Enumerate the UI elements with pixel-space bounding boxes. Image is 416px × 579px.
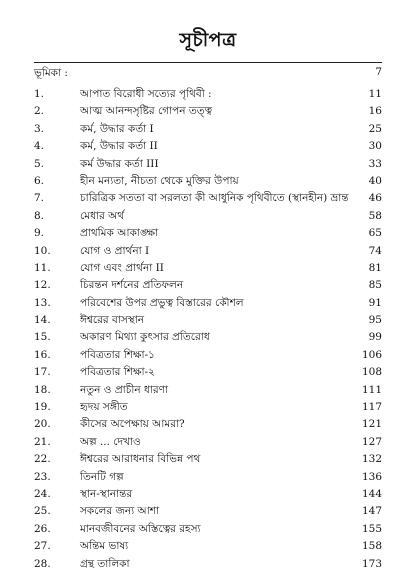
entry-page-number: 33 (368, 157, 382, 170)
toc-entry (34, 416, 382, 433)
entry-title: পবিত্রতার শিক্ষা-১ (80, 348, 155, 361)
entry-title: পরিবেশের উপর প্রভুত্ব বিস্তারের কৌশল (80, 296, 244, 309)
toc-entry (34, 347, 382, 364)
entry-title: কীসের অপেক্ষায় আমরা? (80, 418, 185, 431)
entry-page-number: 81 (368, 261, 382, 274)
entry-page-number: 25 (368, 122, 382, 135)
toc-entry (34, 486, 382, 503)
entry-number: 6. (34, 174, 45, 187)
toc-entry (34, 382, 382, 399)
entry-page-number: 132 (361, 453, 382, 466)
entry-number: 27. (34, 540, 51, 553)
entry-number: 28. (34, 557, 51, 570)
entry-page-number: 144 (361, 487, 382, 500)
entry-title: অল্প ... দেখাও (80, 435, 141, 448)
toc-entry (34, 243, 382, 260)
entry-page-number: 111 (361, 383, 382, 396)
toc-entry (34, 451, 382, 468)
entry-page-number: 85 (368, 279, 382, 292)
entry-page-number: 147 (361, 505, 382, 518)
entry-number: 24. (34, 487, 51, 500)
entry-page-number: 58 (368, 209, 382, 222)
toc-entry (34, 538, 382, 555)
entry-title: চারিত্রিক সততা বা সরলতা কী আধুনিক পৃথিবীতে (স্থানহীন) ভ্রান্ত (80, 192, 349, 205)
entry-number: 19. (34, 401, 51, 414)
entry-title: ঈশ্বরের আরাধনার বিভিন্ন পথ (80, 453, 201, 466)
entry-number: 12. (34, 279, 51, 292)
entry-page-number: 65 (368, 227, 382, 240)
toc-entry (34, 190, 382, 207)
entry-page-number: 108 (361, 366, 382, 379)
entry-page-number: 11 (368, 88, 382, 100)
toc-entry (34, 121, 382, 138)
intro-page: 7 (375, 66, 382, 78)
table-of-contents (34, 62, 382, 573)
toc-entry (34, 312, 382, 329)
entry-page-number: 158 (361, 540, 382, 553)
toc-entry (34, 434, 382, 451)
toc-entry (34, 86, 382, 103)
entry-number: 2. (34, 105, 45, 118)
entry-number: 15. (34, 331, 51, 344)
entry-title: নতুন ও প্রাচীন ধারণা (80, 383, 169, 396)
entry-page-number: 99 (368, 331, 382, 344)
entry-title: হৃদয় সঙ্গীত (80, 401, 128, 414)
entry-title: পবিত্রতার শিক্ষা-২ (80, 366, 155, 379)
entry-title: অন্তিম ভাষ্য (80, 540, 129, 553)
entry-number: 16. (34, 348, 51, 361)
entry-title: হীন মন্যতা, নীচতা থেকে মুক্তির উপায় (80, 174, 239, 187)
entry-page-number: 155 (361, 522, 382, 535)
intro-label: ভূমিকা : (34, 67, 68, 79)
entry-number: 4. (34, 140, 45, 153)
entry-number: 8. (34, 209, 45, 222)
entry-page-number: 106 (361, 348, 382, 361)
entry-page-number: 117 (361, 401, 382, 414)
entry-title: ঈশ্বরের বাসস্থান (80, 314, 145, 327)
entry-number: 3. (34, 122, 45, 135)
entry-title: সকলের জন্য আশা (80, 505, 159, 518)
entry-number: 22. (34, 453, 51, 466)
toc-entry (34, 364, 382, 381)
entry-title: আত্ম আনন্দসৃষ্টির গোপন তত্ত্ব (80, 105, 213, 118)
divider (34, 62, 382, 63)
entry-title: প্রাথমিক আকাঙ্ক্ষা (80, 227, 159, 240)
entry-title: চিরন্তন দর্শনের প্রতিফলন (80, 279, 184, 292)
toc-entry (34, 399, 382, 416)
entry-title: যোগ এবং প্রার্থনা II (80, 261, 164, 274)
entry-number: 14. (34, 314, 51, 327)
entry-number: 13. (34, 296, 51, 309)
entry-page-number: 40 (368, 174, 382, 187)
page-title: সূচীপত্র (179, 29, 237, 51)
entry-page-number: 91 (368, 296, 382, 309)
entry-number: 20. (34, 418, 51, 431)
toc-entry (34, 277, 382, 294)
toc-entry (34, 138, 382, 155)
toc-entry (34, 260, 382, 277)
entry-number: 9. (34, 227, 45, 240)
entry-title: গ্রন্থ তালিকা (80, 557, 130, 570)
entry-number: 25. (34, 505, 51, 518)
entry-title: অকারণ মিথ্যা কুৎসার প্রতিরোধ (80, 331, 210, 344)
toc-entry (34, 103, 382, 120)
entry-number: 23. (34, 470, 51, 483)
entry-page-number: 74 (368, 244, 382, 257)
entry-title: তিনটি গল্প (80, 470, 124, 483)
toc-entry (34, 469, 382, 486)
toc-entry (34, 329, 382, 346)
entry-number: 5. (34, 157, 45, 170)
entry-number: 26. (34, 522, 51, 535)
entry-title: মেধার অর্থ (80, 209, 125, 222)
entry-title: আপাত বিরোধী সত্যের পৃথিবী : (80, 88, 212, 100)
entry-page-number: 127 (361, 435, 382, 448)
entry-number: 1. (34, 88, 45, 100)
toc-entry (34, 521, 382, 538)
toc-entry (34, 556, 382, 573)
toc-entry (34, 225, 382, 242)
entry-number: 7. (34, 192, 45, 205)
entry-title: কর্ম, উদ্ধার কর্তা I (80, 122, 154, 135)
entry-number: 17. (34, 366, 51, 379)
toc-entry (34, 503, 382, 520)
entry-number: 11. (34, 261, 51, 274)
toc-entry (34, 208, 382, 225)
toc-intro-row (34, 62, 382, 86)
entry-number: 18. (34, 383, 51, 396)
entry-title: স্থান-স্থানান্তর (80, 487, 133, 500)
entry-number: 21. (34, 435, 51, 448)
toc-entry (34, 173, 382, 190)
entry-page-number: 173 (361, 557, 382, 570)
entry-page-number: 95 (368, 314, 382, 327)
entry-page-number: 121 (361, 418, 382, 431)
toc-entry (34, 156, 382, 173)
entry-page-number: 136 (361, 470, 382, 483)
entry-page-number: 46 (368, 192, 382, 205)
entry-title: মানবজীবনের অস্তিত্বের রহস্য (80, 522, 201, 535)
entry-title: কর্ম, উদ্ধার কর্তা II (80, 140, 158, 153)
entry-title: যোগ ও প্রার্থনা I (80, 244, 150, 257)
toc-list (34, 86, 382, 573)
entry-page-number: 30 (368, 140, 382, 153)
entry-page-number: 16 (368, 105, 382, 118)
entry-title: কর্ম উদ্ধার কর্তা III (80, 157, 159, 170)
entry-number: 10. (34, 244, 51, 257)
toc-entry (34, 295, 382, 312)
